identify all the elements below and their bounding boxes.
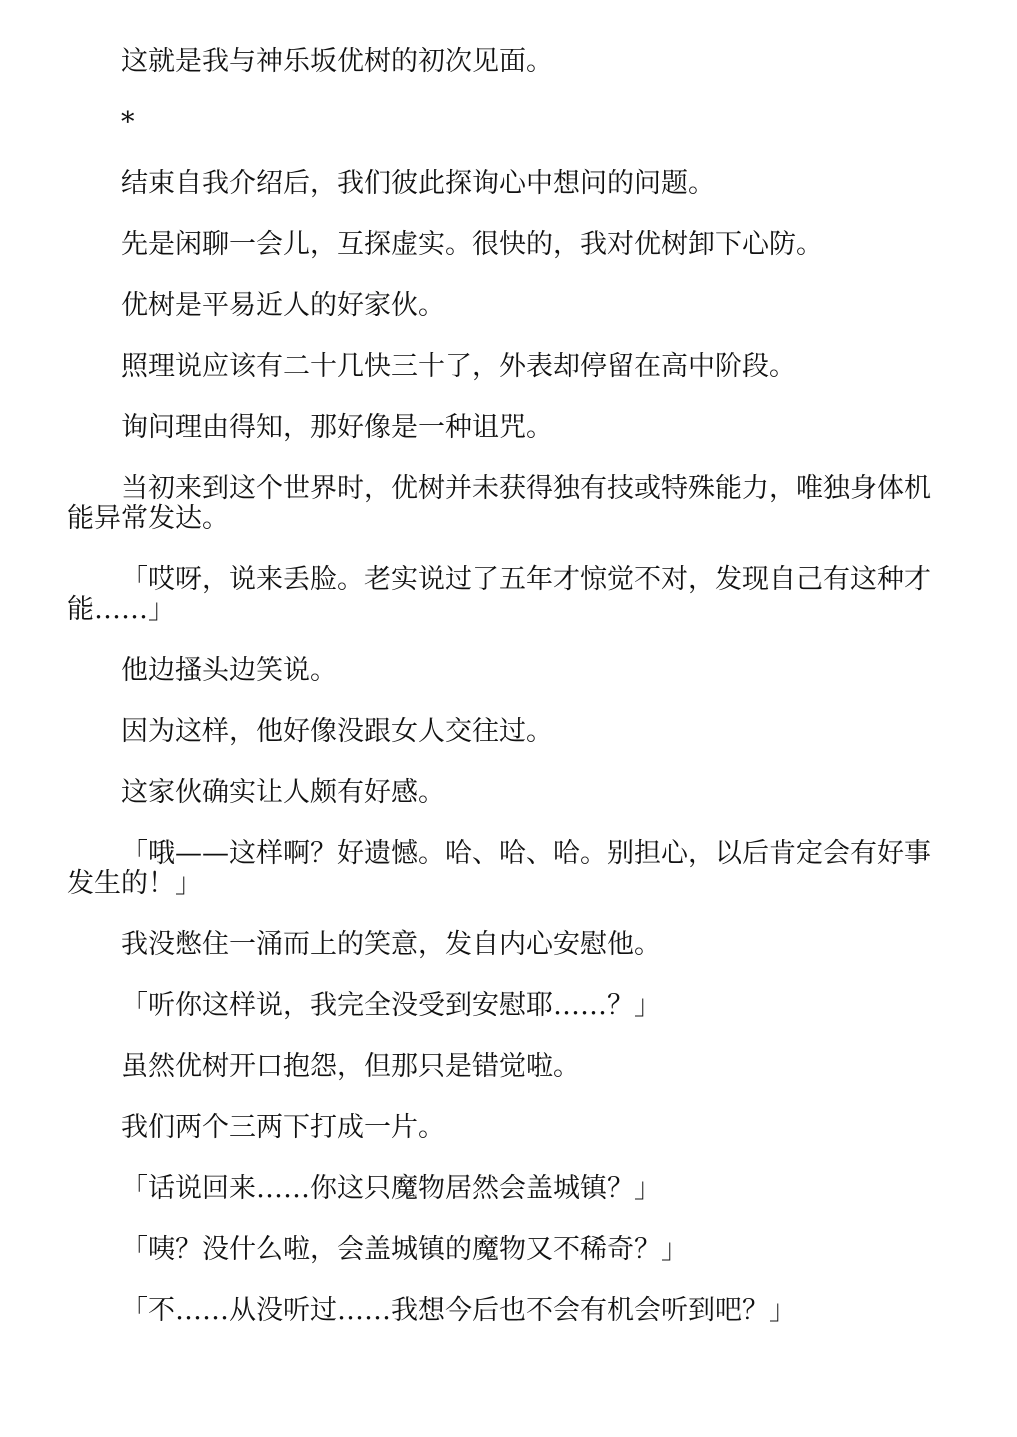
section-break: * (121, 107, 135, 138)
paragraph-6: 照理说应该有二十几快三十了，外表却停留在高中阶段。 (121, 351, 796, 382)
paragraph-18: 「话说回来……你这只魔物居然会盖城镇？」 (121, 1173, 661, 1204)
paragraph-3: 结束自我介绍后，我们彼此探询心中想问的问题。 (121, 168, 715, 199)
paragraph-10: 他边搔头边笑说。 (121, 655, 337, 686)
paragraph-15: 「听你这样说，我完全没受到安慰耶……？」 (121, 990, 661, 1021)
paragraph-19: 「咦？没什么啦，会盖城镇的魔物又不稀奇？」 (121, 1234, 688, 1265)
paragraph-5: 优树是平易近人的好家伙。 (121, 290, 445, 321)
paragraph-8: 当初来到这个世界时，优树并未获得独有技或特殊能力，唯独身体机能异常发达。 (67, 473, 931, 534)
paragraph-12: 这家伙确实让人颇有好感。 (121, 777, 445, 808)
paragraph-7: 询问理由得知，那好像是一种诅咒。 (121, 412, 553, 443)
paragraph-11: 因为这样，他好像没跟女人交往过。 (121, 716, 553, 747)
paragraph-20: 「不……从没听过……我想今后也不会有机会听到吧？」 (121, 1295, 796, 1326)
paragraph-14: 我没憋住一涌而上的笑意，发自内心安慰他。 (121, 929, 661, 960)
paragraph-17: 我们两个三两下打成一片。 (121, 1112, 445, 1143)
paragraph-1: 这就是我与神乐坂优树的初次见面。 (121, 46, 553, 77)
paragraph-13: 「哦——这样啊？好遗憾。哈、哈、哈。别担心，以后肯定会有好事发生的！」 (67, 838, 931, 899)
paragraph-16: 虽然优树开口抱怨，但那只是错觉啦。 (121, 1051, 580, 1082)
paragraph-4: 先是闲聊一会儿，互探虚实。很快的，我对优树卸下心防。 (121, 229, 823, 260)
document-page (67, 47, 947, 1357)
paragraph-9: 「哎呀，说来丢脸。老实说过了五年才惊觉不对，发现自己有这种才能……」 (67, 564, 931, 625)
